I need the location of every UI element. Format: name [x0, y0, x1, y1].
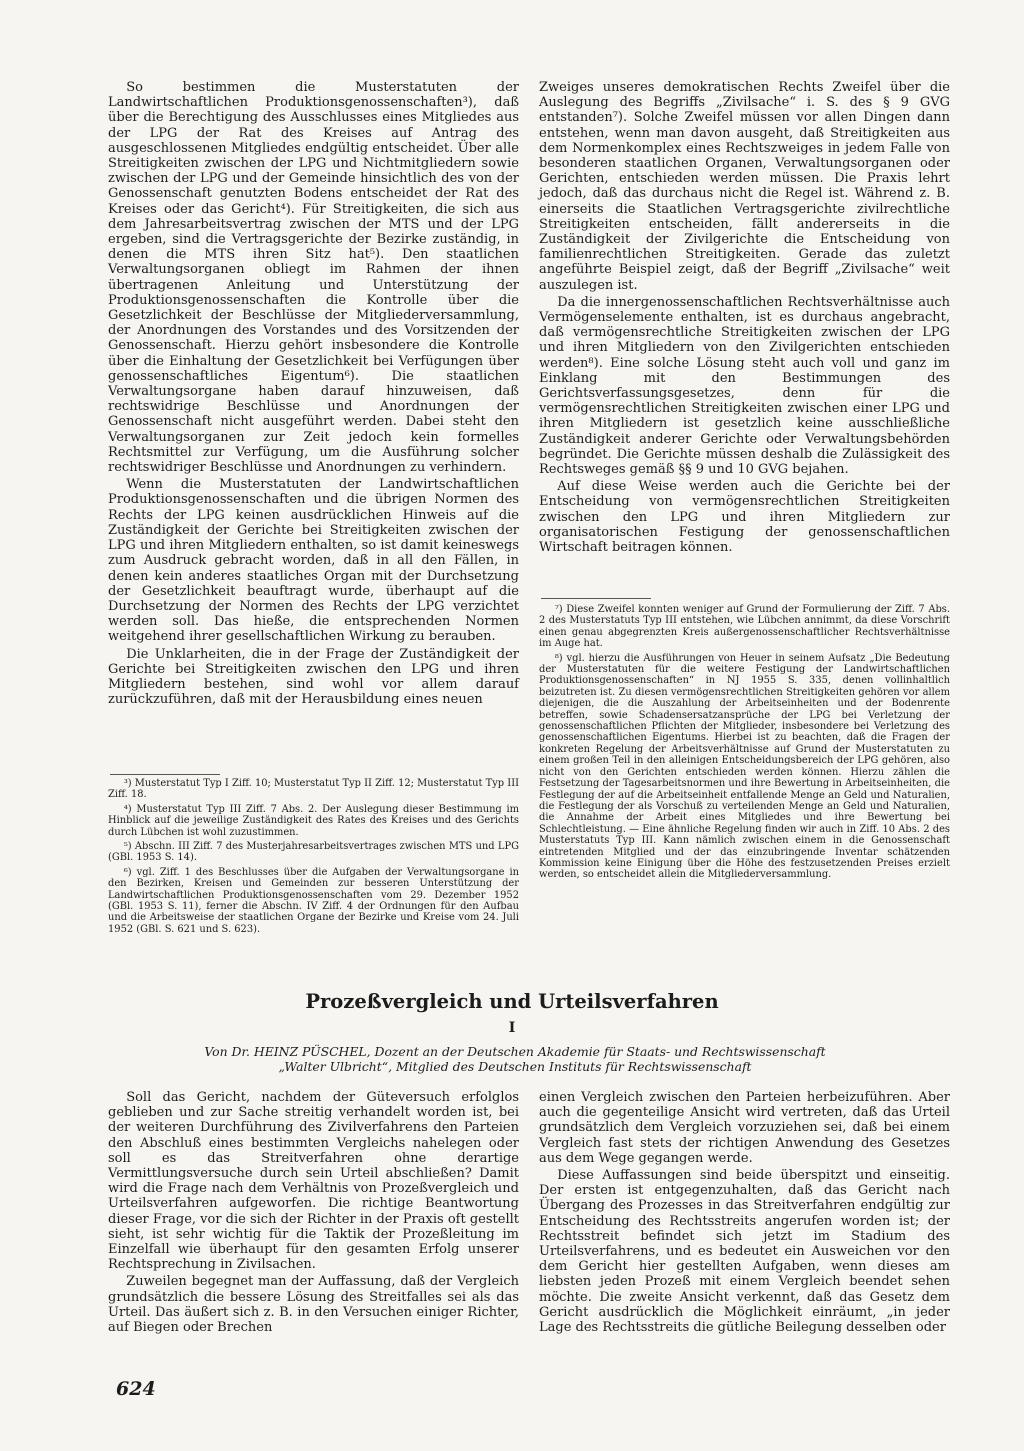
page-number: 624 [116, 1378, 156, 1400]
body-paragraph: Zuweilen begegnet man der Auffassung, daß der Vergleich grundsätzlich die bessere Lösung des Streitfalles sei als das Urteil. Das äußert sich z. B. in den Versuchen einiger Richter, auf Biegen oder Brechen [108, 1274, 519, 1336]
top-left-column [108, 80, 519, 707]
body-paragraph: Wenn die Musterstatuten der Landwirtschaftlichen Produktionsgenossenschaften und die übrigen Normen des Rechts der LPG keinen ausdrücklichen Hinweis auf die Zuständigkeit der Gerichte bei Streitigkeiten zwischen der LPG und ihren Mitgliedern enthalten, so ist damit keineswegs zum Ausdruck gebracht worden, daß in all den Fällen, in denen kein anderes staatliches Organ mit der Durchsetzung der Gesetzlichkeit beauftragt wurde, überhaupt auf die Durchsetzung der Normen des Rechts der LPG verzichtet werden soll. Das hieße, die entsprechenden Normen weitgehend ihrer gesellschaftlichen Wirkung zu berauben. [108, 477, 519, 645]
top-right-column [539, 80, 950, 555]
footnote-rule [110, 774, 220, 775]
body-paragraph: Diese Auffassungen sind beide überspitzt und einseitig. Der ersten ist entgegenzuhalten, daß das Gericht nach Übergang des Prozesses in das Streitverfahren endgültig zur Entscheidung des Rechtsstreits angerufen worden ist; der Rechtsstreit befindet sich jetzt im Stadium des Urteilsverfahrens, und es bedeutet ein Ausweichen vor den dem Gericht hier gestellten Aufgaben, wenn dieses am liebsten jeden Prozeß mit einem Vergleich beendet sehen möchte. Die zweite Ansicht verkennt, daß das Gesetz dem Gericht ausdrücklich die Möglichkeit einräumt, „in jeder Lage des Rechtsstreits die gütliche Beilegung desselben oder [539, 1168, 950, 1336]
footnote: ⁴) Musterstatut Typ III Ziff. 7 Abs. 2. Der Auslegung dieser Bestimmung im Hinblick auf die jeweilige Zuständigkeit des Rates des Kreises und des Gerichts durch Lübchen ist wohl zuzustimmen. [108, 803, 519, 838]
body-paragraph: Da die innergenossenschaftlichen Rechtsverhältnisse auch Vermögenselemente enthalten, ist es durchaus angebracht, daß vermögensrechtliche Streitigkeiten zwischen der LPG und ihren Mitgliedern von den Zivilgerichten entschieden werden⁸). Eine solche Lösung steht auch voll und ganz im Einklang mit den Bestimmungen des Gerichtsverfassungsgesetzes, denn für die vermögensrechtlichen Streitigkeiten zwischen einer LPG und ihren Mitgliedern ist gesetzlich keine ausschließliche Zuständigkeit anderer Gerichte oder Verwaltungsbehörden begründet. Die Gerichte müssen deshalb die Zulässigkeit des Rechtsweges gemäß §§ 9 und 10 GVG bejahen. [539, 294, 950, 478]
byline-line: Von Dr. HEINZ PÜSCHEL, Dozent an der Deutschen Akademie für Staats- und Rechtswissenschaft [204, 1044, 826, 1059]
footnote: ⁸) vgl. hierzu die Ausführungen von Heuer in seinem Aufsatz „Die Bedeutung der Musterstatuten für die weitere Festigung der Landwirtschaftlichen Produktionsgenossenschaften“ in NJ 1955 S. 335, denen vollinhaltlich beizutreten ist. Zu diesen vermögensrechtlichen Streitigkeiten gehören vor allem diejenigen, die die Auszahlung der Arbeitseinheiten und der Bodenrente betreffen, sowie Schadensersatzansprüche der LPG bei Verletzung der genossenschaftlichen Pflichten der Mitglieder, insbesondere bei Verletzung des genossenschaftlichen Eigentums. Hierbei ist zu beachten, daß die Fragen der konkreten Regelung der Arbeitsverhältnisse auf Grund der Musterstatuten zu einem großen Teil in den alleinigen Entscheidungsbereich der LPG gehören, also nicht von den Gerichten entschieden werden können. Hierzu zählen die Festsetzung der Tagesarbeitsnormen und ihre Bewertung in Arbeitseinheiten, die Festlegung der auf die Arbeitseinheit entfallende Menge an Geld und Naturalien, die Festlegung der als Vorschuß zu verteilenden Menge an Geld und Naturalien, die Annahme der Arbeit eines Mitgliedes und ihre Bewertung bei Schlechtleistung. — Eine ähnliche Regelung finden wir auch in Ziff. 10 Abs. 2 des Musterstatuts Typ III. Kann nämlich zwischen einem in die Genossenschaft eintretenden Mitglied und der das einzubringende Inventar schätzenden Kommission keine Einigung über die Höhe des festzusetzenden Preises erzielt werden, so entscheidet allein die Mitgliederversammlung. [539, 652, 950, 881]
footnote: ⁶) vgl. Ziff. 1 des Beschlusses über die Aufgaben der Verwaltungsorgane in den Bezirken, Kreisen und Gemeinden zur besseren Unterstützung der Landwirtschaftlichen Produktionsgenossenschaften vom 29. Dezember 1952 (GBl. 1953 S. 11), ferner die Abschn. IV Ziff. 4 der Ordnungen für den Aufbau und die Arbeitsweise der staatlichen Organe der Bezirke und Kreise vom 24. Juli 1952 (GBl. S. 621 und S. 623). [108, 866, 519, 935]
body-paragraph: einen Vergleich zwischen den Parteien herbeizuführen. Aber auch die gegenteilige Ansicht wird vertreten, daß das Urteil grundsätzlich dem Vergleich vorzuziehen sei, daß bei einem Vergleich fast stets der richtigen Anwendung des Gesetzes aus dem Wege gegangen werde. [539, 1090, 950, 1166]
article-title: Prozeßvergleich und Urteilsverfahren [305, 990, 719, 1013]
article-right-column [539, 1090, 950, 1335]
footnote: ⁷) Diese Zweifel konnten weniger auf Grund der Formulierung der Ziff. 7 Abs. 2 des Musterstatuts Typ III entstehen, wie Lübchen annimmt, da diese Vorschrift einen genau abgegrenzten Kreis außergenossenschaftlicher Rechtsverhältnisse im Auge hat. [539, 604, 950, 650]
body-paragraph: Soll das Gericht, nachdem der Güteversuch erfolglos geblieben und zur Sache streitig verhandelt worden ist, bei der weiteren Durchführung des Zivilverfahrens den Parteien den Abschluß eines bestimmten Vergleichs nahelegen oder soll es das Streitverfahren ohne derartige Vermittlungsversuche durch sein Urteil abschließen? Damit wird die Frage nach dem Verhältnis von Prozeßvergleich und Urteilsverfahren aufgeworfen. Die richtige Beantwortung dieser Frage, vor die sich der Richter in der Praxis oft gestellt sieht, ist sehr wichtig für die Taktik der Prozeßleitung im Einzelfall wie überhaupt für den gesamten Erfolg unserer Rechtsprechung in Zivilsachen. [108, 1090, 519, 1273]
footnote-rule [541, 598, 651, 599]
body-paragraph: Zweiges unseres demokratischen Rechts Zweifel über die Auslegung des Begriffs „Zivilsache“ i. S. des § 9 GVG entstanden⁷). Solche Zweifel müssen vor allen Dingen dann entstehen, wenn man davon ausgeht, daß Streitigkeiten aus dem Normenkomplex eines Rechtszweiges in jedem Falle von besonderen staatlichen Organen, Verwaltungsorganen oder Gerichten, entschieden werden müssen. Die Praxis lehrt jedoch, daß das durchaus nicht die Regel ist. Während z. B. einerseits die Staatlichen Vertragsgerichte zivilrechtliche Streitigkeiten entscheiden, fällt andererseits in die Zuständigkeit der Zivilgerichte die Entscheidung von familienrechtlichen Streitigkeiten. Gerade das zuletzt angeführte Beispiel zeigt, daß der Begriff „Zivilsache“ weit auszulegen ist. [539, 80, 950, 293]
footnote: ³) Musterstatut Typ I Ziff. 10; Musterstatut Typ II Ziff. 12; Musterstatut Typ III Ziff. 18. [108, 778, 519, 801]
body-paragraph: Auf diese Weise werden auch die Gerichte bei der Entscheidung von vermögensrechtlichen Streitigkeiten zwischen den LPG und ihren Mitgliedern zur organisatorischen Festigung der genossenschaftlichen Wirtschaft beitragen können. [539, 479, 950, 556]
author-byline [100, 1044, 930, 1074]
footnote: ⁵) Abschn. III Ziff. 7 des Musterjahresarbeitsvertrages zwischen MTS und LPG (GBl. 1953 S. 14). [108, 841, 519, 864]
article-left-column [108, 1090, 519, 1335]
top-right-footnotes [539, 604, 950, 881]
section-number: I [508, 1020, 516, 1036]
byline-line: „Walter Ulbricht“, Mitglied des Deutschen Instituts für Rechtswissenschaft [278, 1059, 752, 1074]
body-paragraph: So bestimmen die Musterstatuten der Landwirtschaftlichen Produktionsgenossenschaften³), daß über die Berechtigung des Ausschlusses eines Mitgliedes aus der LPG der Rat des Kreises auf Antrag des ausgeschlossenen Mitgliedes endgültig entscheidet. Über alle Streitigkeiten zwischen der LPG und Nichtmitgliedern sowie zwischen der LPG und der Gemeinde hinsichtlich des von der Genossenschaft genutzten Bodens entscheidet der Rat des Kreises oder das Gericht⁴). Für Streitigkeiten, die sich aus dem Jahresarbeitsvertrag zwischen der MTS und der LPG ergeben, sind die Vertragsgerichte der Bezirke zuständig, in denen die MTS ihren Sitz hat⁵). Den staatlichen Verwaltungsorganen obliegt im Rahmen der ihnen übertragenen Anleitung und Unterstützung der Produktionsgenossenschaften die Kontrolle über die Gesetzlichkeit der Beschlüsse der Mitgliederversammlung, der Anordnungen des Vorstandes und des Vorsitzenden der Genossenschaft. Hierzu gehört insbesondere die Kontrolle über die Einhaltung der Gesetzlichkeit bei Verfügungen über genossenschaftliches Eigentum⁶). Die staatlichen Verwaltungsorgane haben darauf hinzuweisen, daß rechtswidrige Beschlüsse und Anordnungen der Genossenschaft nicht ausgeführt werden. Dabei steht den Verwaltungsorganen zur Zeit jedoch kein formelles Rechtsmittel zur Verfügung, um die Ausführung solcher rechtswidriger Beschlüsse und Anordnungen zu verhindern. [108, 80, 519, 476]
top-left-footnotes [108, 778, 519, 935]
body-paragraph: Die Unklarheiten, die in der Frage der Zuständigkeit der Gerichte bei Streitigkeiten zwischen den LPG und ihren Mitgliedern bestehen, sind wohl vor allem darauf zurückzuführen, daß mit der Herausbildung eines neuen [108, 646, 519, 708]
